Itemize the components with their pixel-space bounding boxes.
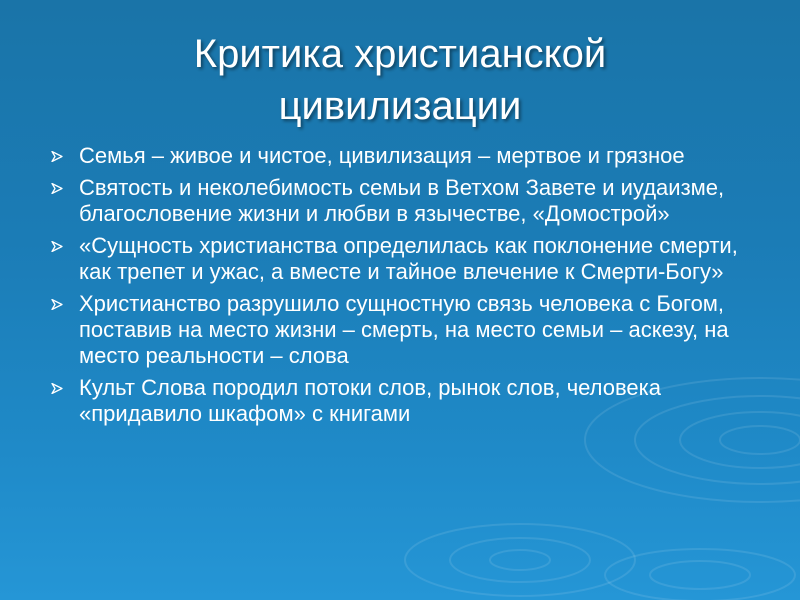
slide-title xyxy=(100,28,700,132)
bullet-item xyxy=(47,375,767,427)
chevron-right-icon xyxy=(51,151,63,162)
bullet-text: Культ Слова породил потоки слов, рынок слов, человека «придавило шкафом» с книгами xyxy=(79,375,662,426)
chevron-right-icon xyxy=(51,383,63,394)
bullet-item xyxy=(47,233,767,285)
bullet-text: Семья – живое и чистое, цивилизация – мертвое и грязное xyxy=(79,143,685,168)
bullet-list xyxy=(47,143,767,433)
chevron-right-icon xyxy=(51,241,63,252)
bullet-item xyxy=(47,143,767,169)
chevron-right-icon xyxy=(51,183,63,194)
chevron-right-icon xyxy=(51,299,63,310)
bullet-text: Христианство разрушило сущностную связь человека с Богом, поставив на место жизни – смерть, на место семьи – аскезу, на место реальности – слова xyxy=(79,291,729,368)
slide-title-line-2: цивилизации xyxy=(278,84,522,128)
bullet-item xyxy=(47,291,767,369)
bullet-text: Святость и неколебимость семьи в Ветхом Завете и иудаизме, благословение жизни и любви в язычестве, «Домострой» xyxy=(79,175,725,226)
slide-title-line-1: Критика христианской xyxy=(193,32,607,76)
bullet-item xyxy=(47,175,767,227)
bullet-text: «Сущность христианства определилась как поклонение смерти, как трепет и ужас, а вместе и тайное влечение к Смерти-Богу» xyxy=(79,233,738,284)
